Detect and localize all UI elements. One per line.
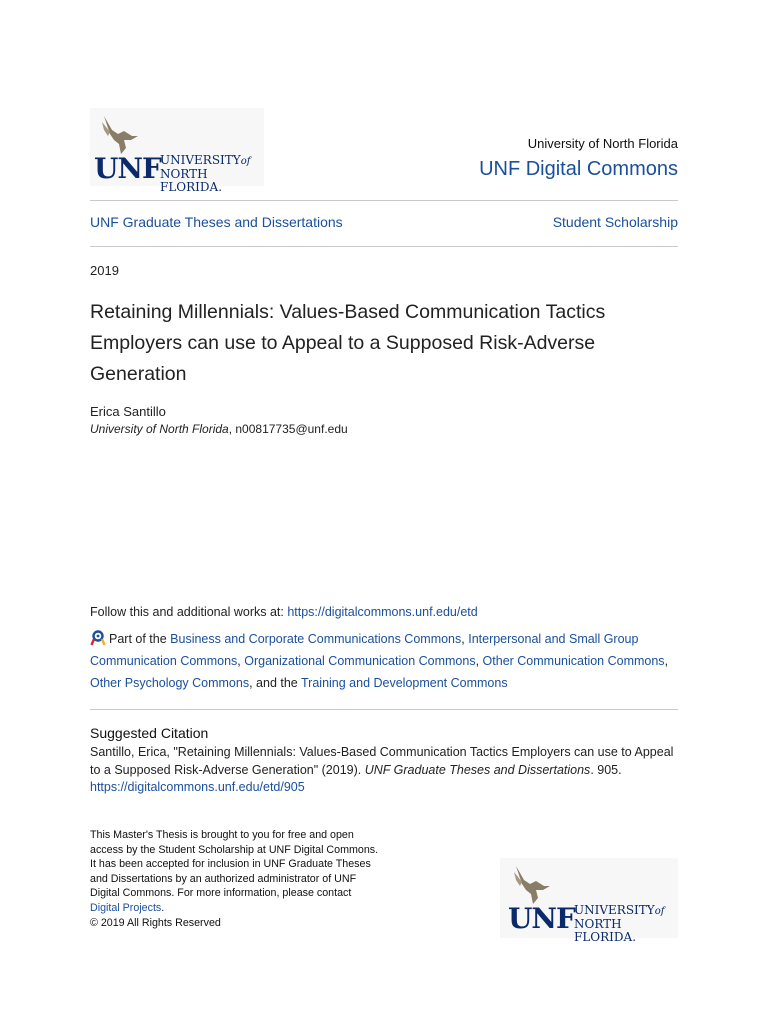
part-of-prefix: Part of the: [109, 632, 171, 646]
commons-link-other-psychology[interactable]: Other Psychology Commons: [90, 676, 250, 690]
commons-sep: ,: [664, 654, 669, 668]
commons-link-organizational[interactable]: Organizational Communication Commons: [244, 654, 476, 668]
citation-text: [90, 744, 682, 797]
network-commons-icon: [90, 630, 106, 646]
institution-name: University of North Florida: [527, 136, 678, 151]
logo-university-line2: NORTH FLORIDA.: [160, 167, 223, 194]
student-scholarship-link[interactable]: Student Scholarship: [552, 214, 678, 230]
logo-university-line1: UNIVERSITY: [160, 153, 241, 167]
digital-projects-link[interactable]: Digital Projects: [90, 901, 162, 914]
citation-url-link[interactable]: https://digitalcommons.unf.edu/etd/905: [90, 780, 305, 794]
part-of-commons: [90, 628, 680, 694]
logo-unf-text: UNF: [508, 902, 575, 935]
follow-label: Follow this and additional works at:: [90, 605, 288, 619]
logo-university-line2: NORTH FLORIDA.: [574, 917, 637, 944]
follow-line: [90, 605, 478, 619]
follow-url-link[interactable]: https://digitalcommons.unf.edu/etd: [287, 605, 478, 619]
unf-logo-top: [90, 108, 264, 194]
citation-divider: [90, 709, 678, 710]
notice-end: .: [161, 901, 165, 914]
header-divider: [90, 200, 678, 201]
author-affiliation: [90, 422, 348, 436]
logo-university-text: [574, 904, 678, 944]
commons-sep: ,: [475, 654, 483, 668]
access-notice: [90, 828, 380, 930]
nav-divider: [90, 246, 678, 247]
author-name: Erica Santillo: [90, 404, 166, 419]
logo-university-text: [160, 154, 264, 194]
citation-number: . 905.: [590, 762, 622, 777]
citation-body: Santillo, Erica, "Retaining Millennials: Values-Based Communication Tactics Employers can use to Appeal to a Supposed Risk-Adverse Generation" (2019).: [90, 745, 674, 777]
commons-link-business[interactable]: Business and Corporate Communications Commons: [170, 632, 462, 646]
citation-heading: Suggested Citation: [90, 725, 209, 741]
logo-unf-text: UNF: [94, 152, 161, 185]
affiliation-name: University of North Florida: [90, 422, 229, 436]
unf-logo-bottom: [500, 858, 678, 944]
commons-link-interpersonal[interactable]: Interpersonal and Small Group Communication Commons: [90, 632, 639, 668]
logo-of-text: of: [654, 906, 665, 917]
commons-sep: ,: [461, 632, 469, 646]
commons-link-other-communication[interactable]: Other Communication Commons: [482, 654, 665, 668]
logo-university-line1: UNIVERSITY: [574, 903, 655, 917]
commons-sep: ,: [237, 654, 245, 668]
citation-series: UNF Graduate Theses and Dissertations: [364, 762, 591, 777]
commons-link-training[interactable]: Training and Development Commons: [301, 676, 508, 690]
author-email: , n00817735@unf.edu: [228, 422, 348, 436]
collection-link[interactable]: UNF Graduate Theses and Dissertations: [90, 214, 343, 230]
logo-of-text: of: [240, 156, 251, 167]
rights-statement: © 2019 All Rights Reserved: [90, 916, 221, 929]
commons-and-the: , and the: [249, 676, 301, 690]
digital-commons-link[interactable]: UNF Digital Commons: [479, 158, 678, 180]
notice-text: This Master's Thesis is brought to you for free and open access by the Student Scholarship at UNF Digital Commons. It has been accepted for inclusion in UNF Graduate Theses and Dissertations by an authorized administrator of UNF Digital Commons. For more information, please contact: [90, 829, 379, 900]
paper-title: Retaining Millennials: Values-Based Communication Tactics Employers can use to Appeal to a Supposed Risk-Adverse Generation: [90, 301, 606, 385]
publication-year: 2019: [90, 263, 119, 278]
